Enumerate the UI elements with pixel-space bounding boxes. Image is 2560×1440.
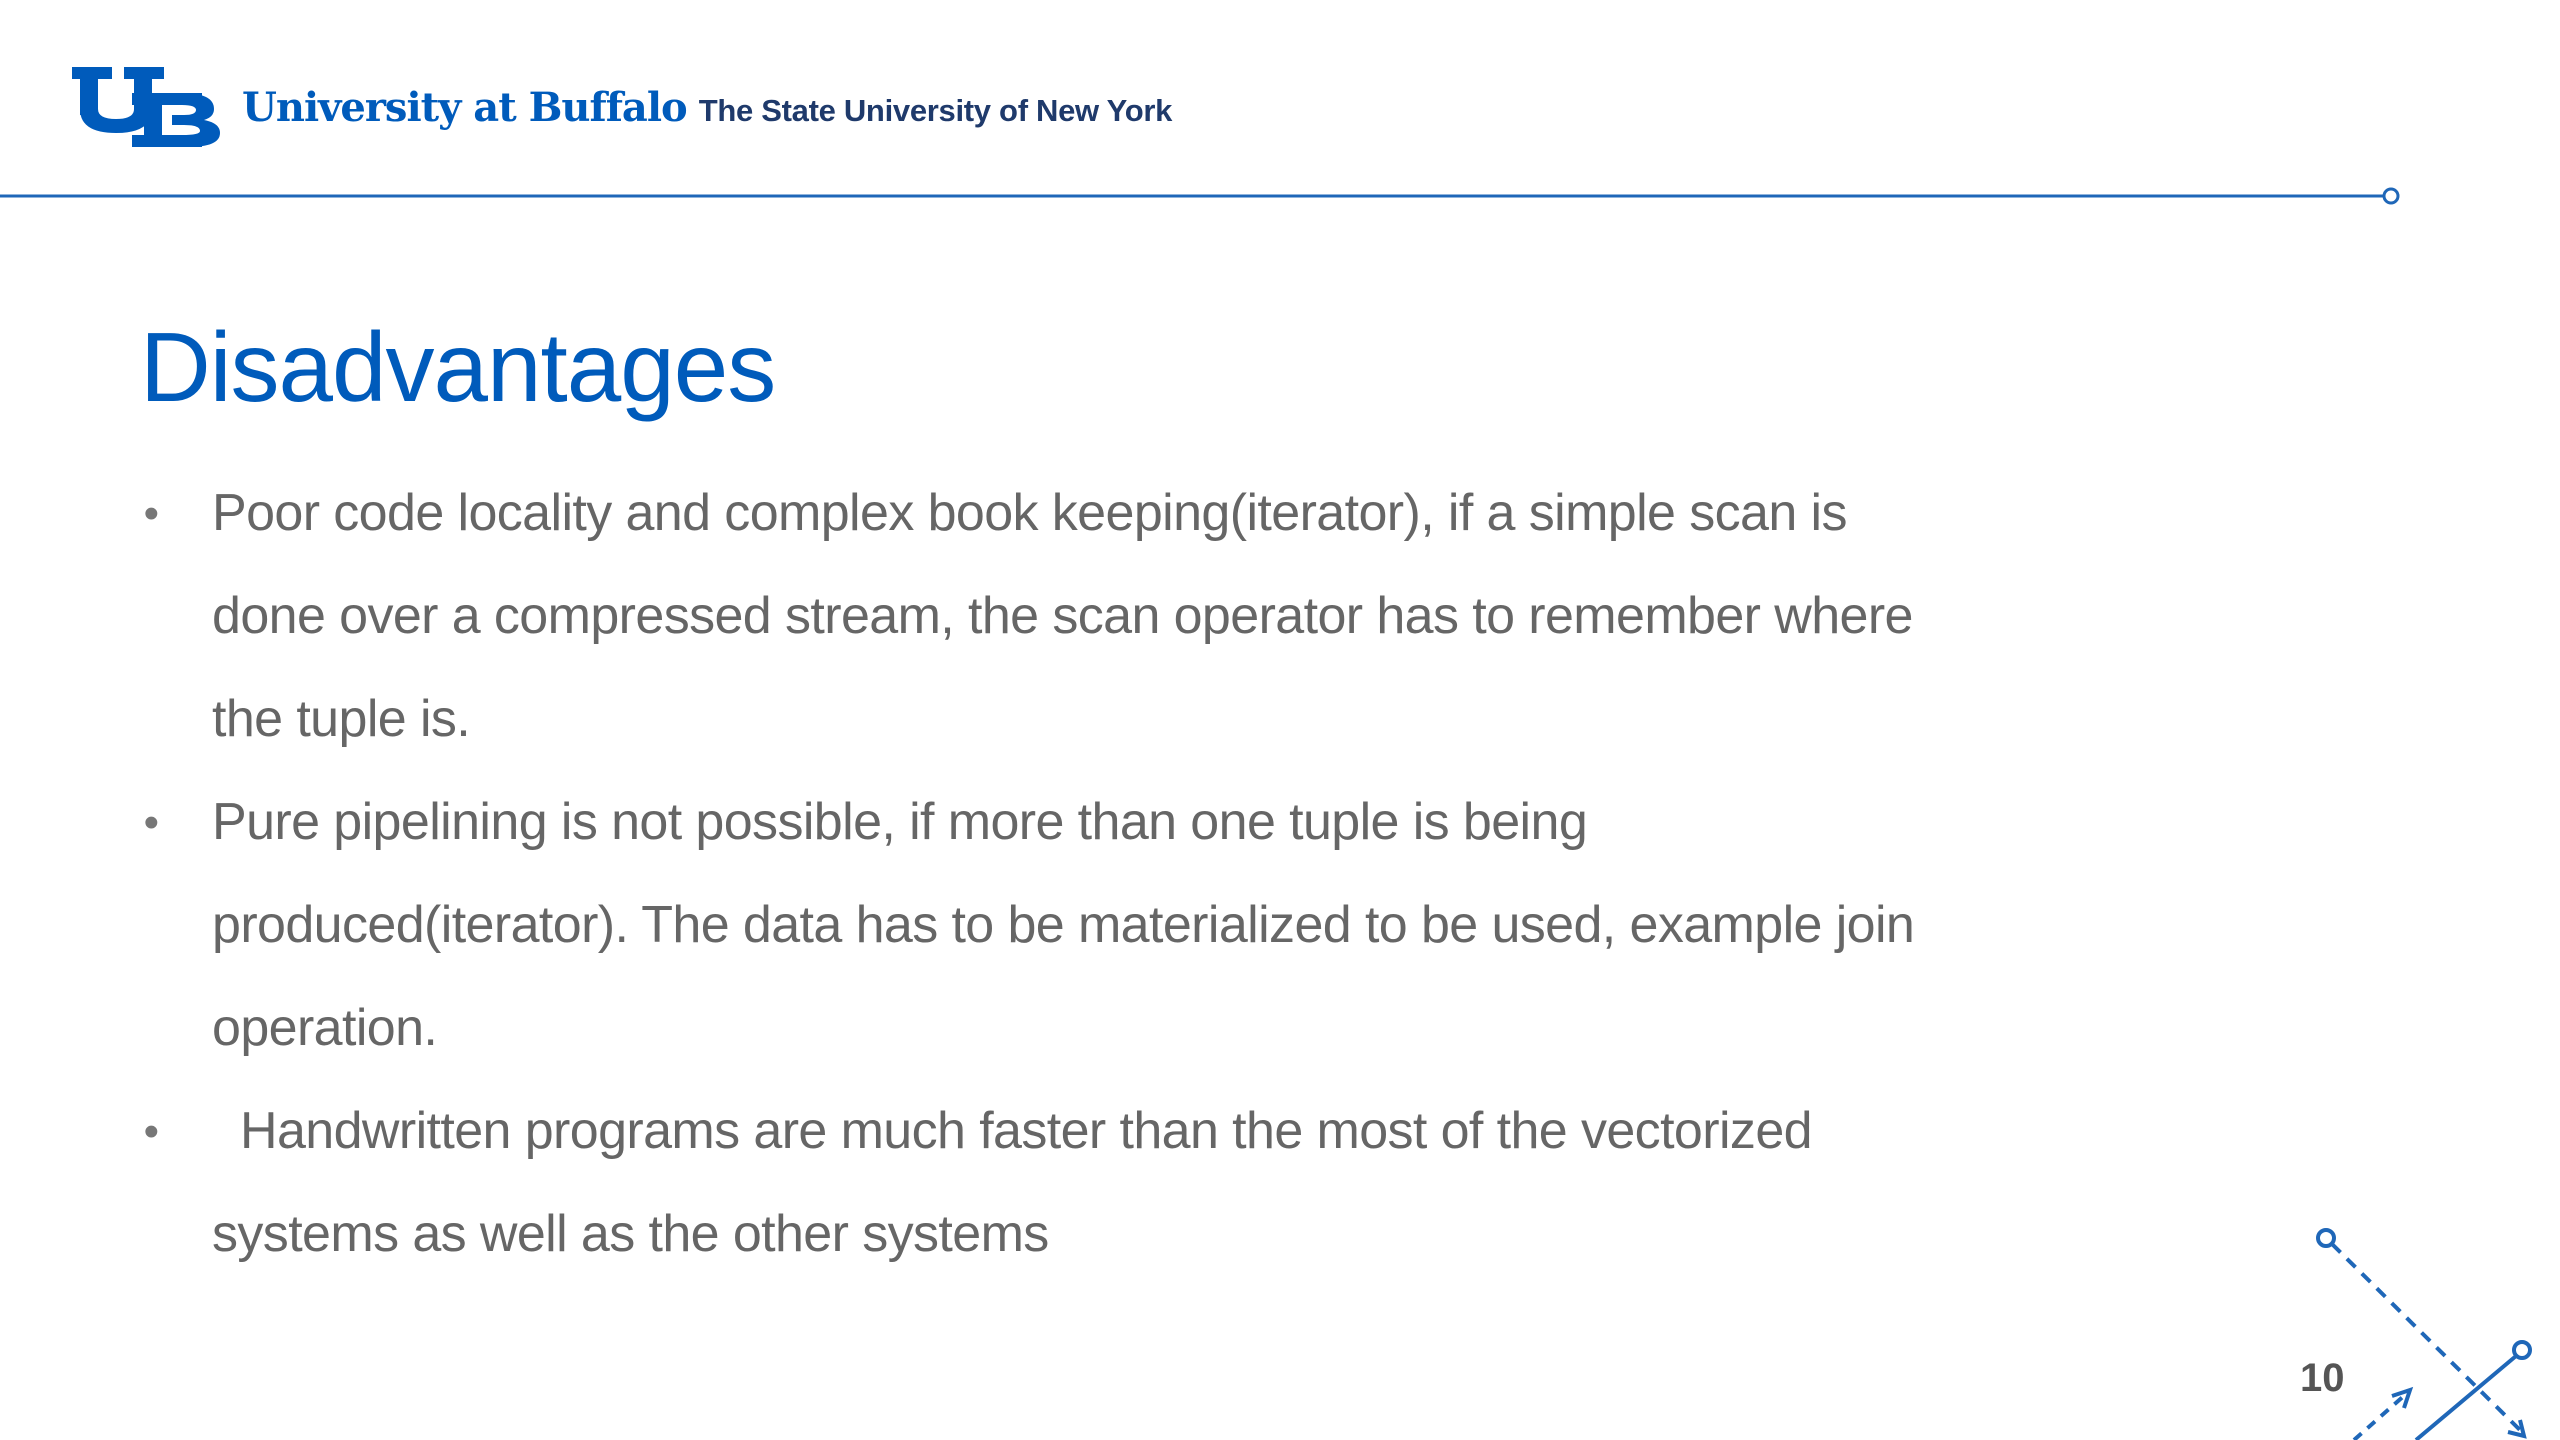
university-name: University at Buffalo (242, 83, 687, 131)
bullet-text: Pure pipelining is not possible, if more than one tuple is being produced(iterator). The data has to be materialized to be used, example join operation. (212, 793, 1915, 1057)
page-number: 10 (2300, 1356, 2345, 1400)
bullet-list (140, 462, 1960, 1286)
university-tagline: The State University of New York (698, 92, 1173, 128)
bullet-item (140, 771, 1960, 1080)
bullet-item (140, 462, 1960, 771)
bullet-marker: • (143, 1107, 159, 1156)
bullet-marker: • (143, 489, 159, 538)
bullet-marker: • (143, 798, 159, 847)
bullet-text: Handwritten programs are much faster than the most of the vectorized systems as well as the other systems (212, 1102, 1812, 1263)
ub-logo-icon (72, 65, 228, 149)
slide-title: Disadvantages (140, 312, 776, 422)
university-logo (72, 62, 1172, 152)
university-wordmark (242, 84, 1172, 131)
bullet-text: Poor code locality and complex book keeping(iterator), if a simple scan is done over a compressed stream, the scan operator has to remember where the tuple is. (212, 484, 1913, 748)
bullet-item (140, 1080, 1960, 1286)
header-rule (0, 186, 2400, 206)
arrows-decoration-icon (2280, 1210, 2560, 1440)
